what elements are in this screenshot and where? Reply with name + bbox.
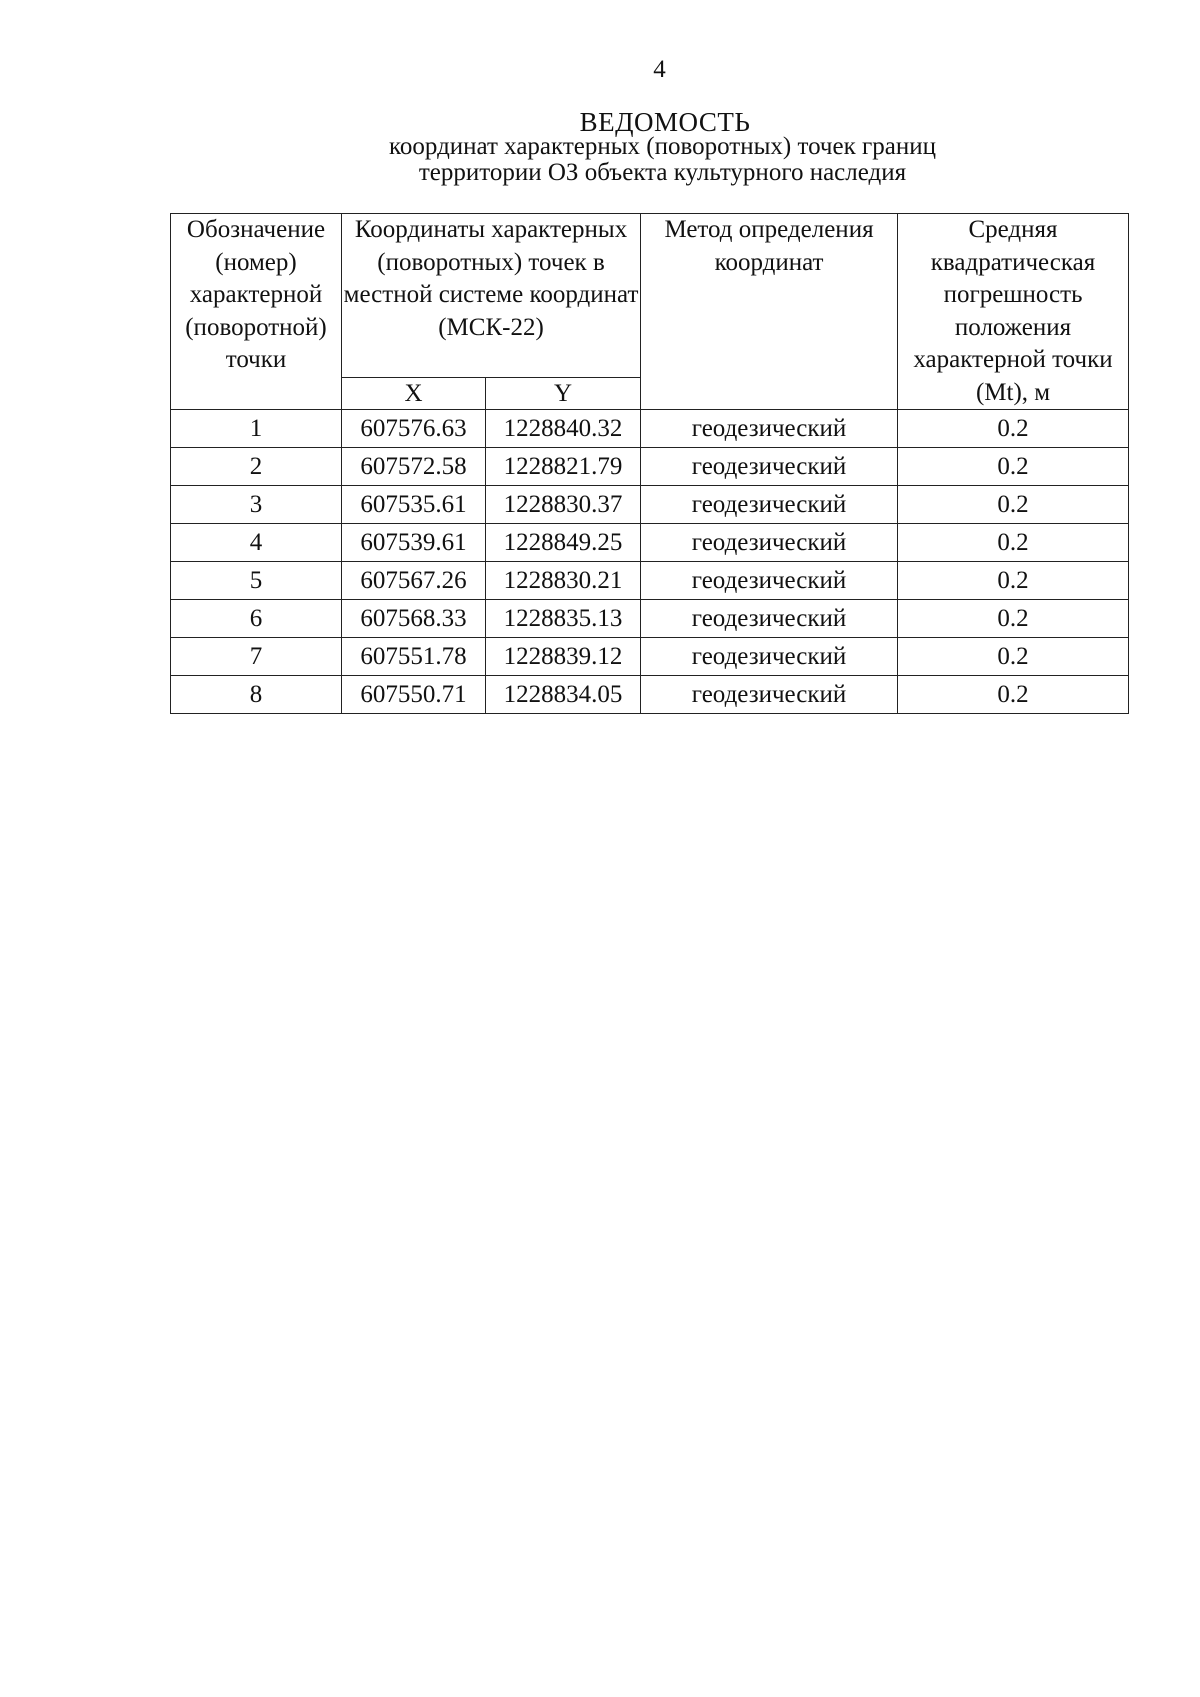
- x-coordinate-cell: 607539.61: [342, 524, 486, 562]
- error-cell: 0.2: [898, 448, 1129, 486]
- x-coordinate-cell: 607535.61: [342, 486, 486, 524]
- x-coordinate-cell: 607567.26: [342, 562, 486, 600]
- error-cell: 0.2: [898, 486, 1129, 524]
- y-coordinate-cell: 1228835.13: [486, 600, 641, 638]
- document-title: ВЕДОМОСТЬ: [579, 107, 751, 137]
- header-error: Средняя квадратическая погрешность положения характерной точки (Mt), м: [898, 214, 1129, 410]
- table-row: [171, 410, 1129, 448]
- subtitle-line-2: территории ОЗ объекта культурного наследия: [418, 159, 907, 186]
- header-method: Метод определения координат: [641, 214, 898, 410]
- point-number-cell: 4: [171, 524, 342, 562]
- method-cell: геодезический: [641, 676, 898, 714]
- x-coordinate-cell: 607550.71: [342, 676, 486, 714]
- x-coordinate-cell: 607576.63: [342, 410, 486, 448]
- document-subtitle: [0, 134, 1200, 186]
- table-body: [171, 410, 1129, 714]
- header-x: X: [342, 378, 486, 410]
- y-coordinate-cell: 1228834.05: [486, 676, 641, 714]
- table-row: [171, 600, 1129, 638]
- header-y: Y: [486, 378, 641, 410]
- header-point-designation: Обозначение (номер) характерной (поворотной) точки: [171, 214, 342, 410]
- x-coordinate-cell: 607551.78: [342, 638, 486, 676]
- y-coordinate-cell: 1228849.25: [486, 524, 641, 562]
- y-coordinate-cell: 1228830.37: [486, 486, 641, 524]
- y-coordinate-cell: 1228821.79: [486, 448, 641, 486]
- point-number-cell: 7: [171, 638, 342, 676]
- error-cell: 0.2: [898, 676, 1129, 714]
- point-number-cell: 8: [171, 676, 342, 714]
- header-coordinates: Координаты характерных (поворотных) точек в местной системе координат (МСК-22): [342, 214, 641, 378]
- header-row: [171, 214, 1129, 378]
- page-number: 4: [653, 56, 666, 83]
- point-number-cell: 1: [171, 410, 342, 448]
- method-cell: геодезический: [641, 486, 898, 524]
- point-number-cell: 6: [171, 600, 342, 638]
- x-coordinate-cell: 607568.33: [342, 600, 486, 638]
- error-cell: 0.2: [898, 410, 1129, 448]
- method-cell: геодезический: [641, 410, 898, 448]
- method-cell: геодезический: [641, 448, 898, 486]
- coordinates-table: [170, 213, 1129, 714]
- y-coordinate-cell: 1228830.21: [486, 562, 641, 600]
- subtitle-line-1: координат характерных (поворотных) точек границ: [389, 133, 936, 160]
- method-cell: геодезический: [641, 524, 898, 562]
- y-coordinate-cell: 1228839.12: [486, 638, 641, 676]
- method-cell: геодезический: [641, 600, 898, 638]
- table-row: [171, 486, 1129, 524]
- table-row: [171, 448, 1129, 486]
- error-cell: 0.2: [898, 638, 1129, 676]
- point-number-cell: 2: [171, 448, 342, 486]
- method-cell: геодезический: [641, 562, 898, 600]
- table-row: [171, 562, 1129, 600]
- y-coordinate-cell: 1228840.32: [486, 410, 641, 448]
- point-number-cell: 5: [171, 562, 342, 600]
- error-cell: 0.2: [898, 600, 1129, 638]
- error-cell: 0.2: [898, 524, 1129, 562]
- error-cell: 0.2: [898, 562, 1129, 600]
- method-cell: геодезический: [641, 638, 898, 676]
- x-coordinate-cell: 607572.58: [342, 448, 486, 486]
- table-row: [171, 638, 1129, 676]
- table-row: [171, 524, 1129, 562]
- point-number-cell: 3: [171, 486, 342, 524]
- table-row: [171, 676, 1129, 714]
- table-header: [171, 214, 1129, 410]
